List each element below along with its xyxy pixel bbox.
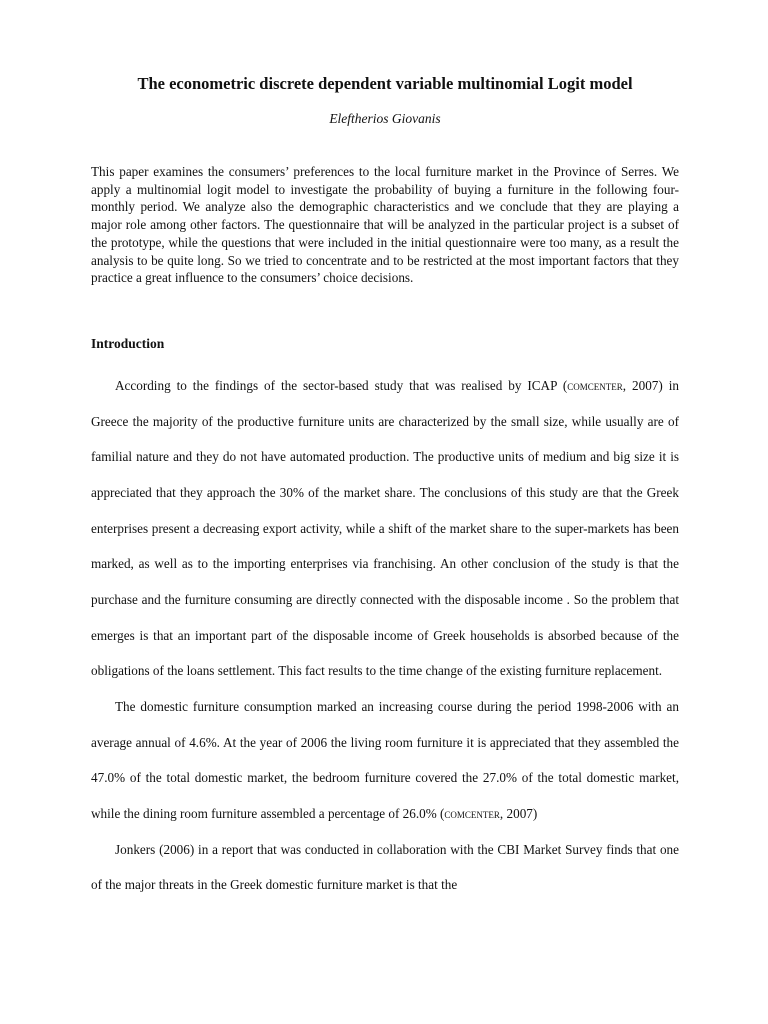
body-paragraph-3: Jonkers (2006) in a report that was conducted in collaboration with the CBI Market Survey finds that one of the major threats in the Greek domestic furniture market is that the bbox=[91, 841, 679, 893]
introduction-body bbox=[91, 368, 679, 903]
p1-text-a: According to the findings of the sector-based study that was realised by ICAP ( bbox=[115, 378, 568, 393]
document-page bbox=[91, 0, 679, 1024]
citation-comcenter: comcenter bbox=[567, 378, 623, 393]
p2-text-a: The domestic furniture consumption marked an increasing course during the period 1998-2006 with an average annual of 4.6%. At the year of 2006 the living room furniture it is appreciated that they assembled the 47.0% of the total domestic market, the bedroom furniture covered the 27.0% of the total domestic market, while the dining room furniture assembled a percentage of 26.0% ( bbox=[91, 698, 679, 821]
citation-comcenter: comcenter bbox=[444, 805, 500, 821]
author-name: Eleftherios Giovanis bbox=[329, 111, 441, 126]
abstract-paragraph: This paper examines the consumers’ preferences to the local furniture market in the Province of Serres. We apply a multinomial logit model to investigate the probability of buying a furniture in the following four-monthly period. We analyze also the demographic characteristics and we conclude that they are playing a major role among other factors. The questionnaire that will be analyzed in the particular project is a subset of the prototype, while the questions that were included in the initial questionnaire were too many, as a result the analysis to be quite long. So we tried to concentrate and to be restricted at the most important factors that they practice a great influence to the consumers’ choice decisions. bbox=[91, 164, 679, 286]
p2-text-b: , 2007) bbox=[499, 805, 538, 821]
body-paragraph-1 bbox=[91, 368, 679, 689]
paper-title: The econometric discrete dependent variable multinomial Logit model bbox=[137, 74, 633, 93]
p1-text-b: , 2007) in Greece the majority of the productive furniture units are characterized by the small size, while usually are of familial nature and they do not have automated production. The productive units of medium and big size it is appreciated that they approach the 30% of the market share. The conclusions of this study are that the Greek enterprises present a decreasing export activity, while a shift of the market share to the super-markets has been marked, as well as to the importing enterprises via franchising. An other conclusion of the study is that the purchase and the furniture consuming are directly connected with the disposable income . So the problem that emerges is that an important part of the disposable income of Greek households is absorbed because of the obligations of the loans settlement. This fact results to the time change of the existing furniture replacement. bbox=[91, 378, 679, 679]
body-paragraph-2 bbox=[91, 689, 679, 832]
section-heading-introduction: Introduction bbox=[91, 336, 165, 351]
